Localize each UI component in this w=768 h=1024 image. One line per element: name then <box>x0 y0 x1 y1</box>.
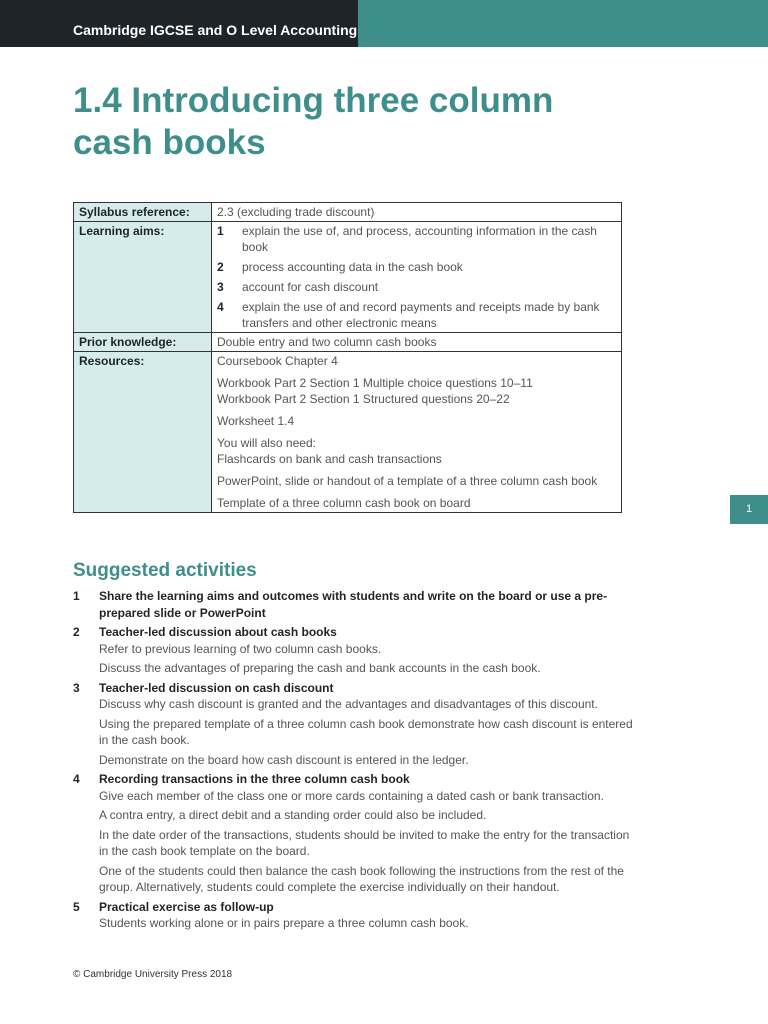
resources-label: Resources: <box>74 352 212 513</box>
activity-line: One of the students could then balance the cash book following the instructions from the rest of the group. Alternatively, students could complete the exercise individually on their handout. <box>99 863 624 894</box>
learning-aims-label: Learning aims: <box>74 222 212 333</box>
resources-row <box>74 352 622 513</box>
activity-item <box>73 624 633 677</box>
aim-number: 3 <box>217 280 224 294</box>
learning-aim <box>217 279 616 295</box>
activity-number: 2 <box>73 625 80 639</box>
syllabus-value: 2.3 (excluding trade discount) <box>212 203 622 222</box>
resource-line: Workbook Part 2 Section 1 Structured questions 20–22 <box>217 392 510 406</box>
aim-text: process accounting data in the cash book <box>242 260 463 274</box>
activity-number: 4 <box>73 772 80 786</box>
book-title: Cambridge IGCSE and O Level Accounting <box>73 22 358 38</box>
activity-line: Demonstrate on the board how cash discount is entered in the ledger. <box>99 752 469 767</box>
activity-body <box>99 624 541 677</box>
activity-title: Practical exercise as follow-up <box>99 899 274 914</box>
activity-body <box>99 771 633 896</box>
activity-line: Students working alone or in pairs prepare a three column cash book. <box>99 916 469 930</box>
activities-list <box>73 588 633 935</box>
resource-item <box>217 435 616 467</box>
aim-text: account for cash discount <box>242 280 379 294</box>
header-bar-accent <box>358 0 768 47</box>
activity-line: A contra entry, a direct debit and a standing order could also be included. <box>99 808 487 822</box>
resource-item <box>217 413 616 429</box>
activity-title: Teacher-led discussion on cash discount <box>99 680 334 695</box>
page-number-tab: 1 <box>730 495 768 524</box>
syllabus-row <box>74 203 622 222</box>
resource-line: You will also need: <box>217 436 316 450</box>
learning-aims-list <box>212 222 622 333</box>
resources-list <box>212 352 622 513</box>
resource-line: Worksheet 1.4 <box>217 414 295 428</box>
resource-item <box>217 353 616 369</box>
activity-line: Discuss the advantages of preparing the cash and bank accounts in the cash book. <box>99 661 541 675</box>
suggested-activities-heading: Suggested activities <box>73 560 257 581</box>
learning-aims-row <box>74 222 622 333</box>
aim-text: explain the use of and record payments and receipts made by bank transfers and other electronic means <box>242 300 600 330</box>
activity-number: 1 <box>73 589 80 603</box>
activity-body <box>99 899 469 932</box>
prior-knowledge-value: Double entry and two column cash books <box>212 333 622 352</box>
activity-item <box>73 588 633 621</box>
copyright-footer: © Cambridge University Press 2018 <box>73 969 233 980</box>
activity-title: Share the learning aims and outcomes with students and write on the board or use a pre-prepared slide or PowerPoint <box>99 589 608 620</box>
activity-line: Discuss why cash discount is granted and the advantages and disadvantages of this discount. <box>99 697 598 711</box>
lesson-info-table <box>73 202 622 513</box>
activity-title: Recording transactions in the three column cash book <box>99 772 410 786</box>
prior-knowledge-label: Prior knowledge: <box>74 333 212 352</box>
aim-text: explain the use of, and process, accounting information in the cash book <box>242 224 597 254</box>
resource-item <box>217 375 616 407</box>
header-bar <box>0 0 768 47</box>
activity-number: 3 <box>73 680 80 695</box>
learning-aim <box>217 259 616 275</box>
activity-item <box>73 680 633 769</box>
learning-aim <box>217 299 616 331</box>
activity-line: Give each member of the class one or more cards containing a dated cash or bank transaction. <box>99 788 604 803</box>
activity-body <box>99 588 633 621</box>
activity-item <box>73 771 633 896</box>
resource-line: Coursebook Chapter 4 <box>217 354 338 368</box>
resource-line: Workbook Part 2 Section 1 Multiple choice questions 10–11 <box>217 376 533 390</box>
activity-item <box>73 899 633 932</box>
activity-body <box>99 680 633 769</box>
syllabus-label: Syllabus reference: <box>74 203 212 222</box>
activity-line: Refer to previous learning of two column cash books. <box>99 641 382 656</box>
resource-item <box>217 473 616 489</box>
activity-title: Teacher-led discussion about cash books <box>99 625 337 639</box>
resource-item <box>217 495 616 511</box>
resource-line: Flashcards on bank and cash transactions <box>217 452 442 466</box>
resource-line: PowerPoint, slide or handout of a template of a three column cash book <box>217 474 598 488</box>
activity-number: 5 <box>73 899 80 914</box>
aim-number: 4 <box>217 300 224 314</box>
page-title: 1.4 Introducing three column cash books <box>73 81 554 162</box>
aim-number: 2 <box>217 260 224 274</box>
activity-line: In the date order of the transactions, students should be invited to make the entry for the transaction in the cash book template on the board. <box>99 827 630 858</box>
activity-line: Using the prepared template of a three column cash book demonstrate how cash discount is entered in the cash book. <box>99 716 633 747</box>
resource-line: Template of a three column cash book on board <box>217 496 471 510</box>
aim-number: 1 <box>217 224 224 238</box>
prior-knowledge-row <box>74 333 622 352</box>
learning-aim <box>217 223 616 255</box>
